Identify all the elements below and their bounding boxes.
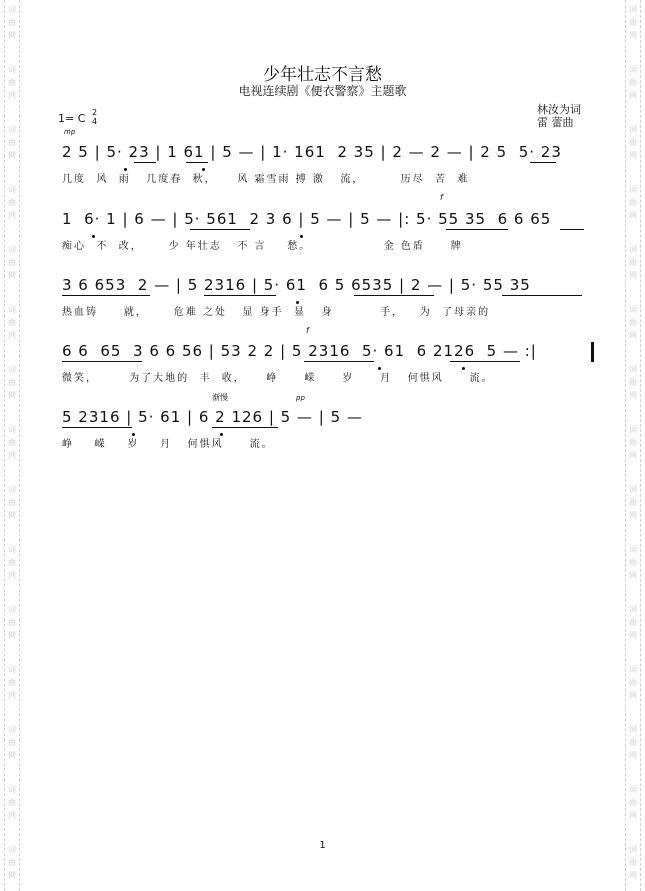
watermark-char: 词 bbox=[8, 725, 16, 734]
watermark-char: 网 bbox=[629, 751, 637, 760]
low-octave-dot bbox=[124, 168, 127, 171]
watermark-char: 网 bbox=[8, 31, 16, 40]
dynamic-pp-row-5: pp bbox=[296, 394, 305, 402]
watermark-char: 网 bbox=[8, 871, 16, 880]
composer-credit: 雷 蕾曲 bbox=[537, 116, 574, 129]
watermark-char: 网 bbox=[8, 91, 16, 100]
notation-row-5: 5 2316 | 5· 61 | 6 2 126 | 5 — | 5 — bbox=[62, 408, 363, 426]
dynamic-f-row-2: f bbox=[440, 193, 443, 202]
watermark-char: 网 bbox=[8, 211, 16, 220]
left-margin-watermark bbox=[4, 0, 20, 891]
watermark-char: 网 bbox=[629, 151, 637, 160]
watermark-char: 词 bbox=[8, 425, 16, 434]
watermark-char: 词 bbox=[629, 785, 637, 794]
duration-underline bbox=[354, 295, 434, 296]
key-signature: 1= C bbox=[58, 112, 86, 125]
notation-row-1: 2 5 | 5· 23 | 1 61 | 5 — | 1· 161 2 35 | 2 — 2 — | 2 5 5· 23 bbox=[62, 143, 562, 161]
watermark-char: 曲 bbox=[8, 438, 16, 447]
duration-underline bbox=[134, 162, 156, 163]
time-signature-bottom: 4 bbox=[92, 117, 98, 126]
watermark-char: 曲 bbox=[629, 378, 637, 387]
watermark-char: 曲 bbox=[8, 18, 16, 27]
lyrics-row-2: 痴心 不 改， 少 年壮志 不 言 愁。 金 色盾 牌 bbox=[62, 241, 463, 252]
watermark-char: 曲 bbox=[8, 198, 16, 207]
lyrics-row-4: 微笑， 为了大地的 丰 收， 峥 嵘 岁 月 何惧风 流。 bbox=[62, 373, 494, 384]
watermark-char: 网 bbox=[629, 811, 637, 820]
watermark-char: 词 bbox=[629, 485, 637, 494]
watermark-char: 曲 bbox=[629, 558, 637, 567]
watermark-char: 词 bbox=[629, 545, 637, 554]
watermark-char: 词 bbox=[629, 245, 637, 254]
watermark-char: 曲 bbox=[8, 258, 16, 267]
watermark-char: 曲 bbox=[629, 798, 637, 807]
notation-row-3: 3 6 653 2 — | 5 2316 | 5· 61 6 5 6535 | 2 — | 5· 55 35 bbox=[62, 276, 531, 294]
watermark-char: 词 bbox=[8, 5, 16, 14]
dynamic-mark-start: mp bbox=[64, 128, 76, 136]
watermark-char: 词 bbox=[629, 185, 637, 194]
watermark-char: 曲 bbox=[8, 138, 16, 147]
duration-underline bbox=[450, 361, 520, 362]
watermark-char: 曲 bbox=[8, 318, 16, 327]
watermark-char: 曲 bbox=[8, 858, 16, 867]
duration-underline bbox=[204, 295, 276, 296]
watermark-char: 词 bbox=[629, 305, 637, 314]
low-octave-dot bbox=[220, 433, 223, 436]
watermark-char: 曲 bbox=[629, 738, 637, 747]
watermark-char: 网 bbox=[8, 751, 16, 760]
watermark-char: 网 bbox=[629, 271, 637, 280]
watermark-char: 词 bbox=[629, 605, 637, 614]
watermark-char: 词 bbox=[629, 725, 637, 734]
lyrics-row-3: 热血铸 就， 危难 之处 显 身手 显 身 手， 为 了母亲的 bbox=[62, 307, 491, 318]
low-octave-dot bbox=[300, 235, 303, 238]
watermark-char: 网 bbox=[629, 211, 637, 220]
watermark-char: 曲 bbox=[8, 738, 16, 747]
song-subtitle: 电视连续剧《便衣警察》主题歌 bbox=[238, 84, 407, 98]
watermark-char: 曲 bbox=[8, 378, 16, 387]
watermark-char: 网 bbox=[8, 811, 16, 820]
time-signature bbox=[92, 108, 97, 126]
watermark-char: 词 bbox=[8, 365, 16, 374]
right-margin-watermark bbox=[625, 0, 641, 891]
duration-underline bbox=[502, 295, 582, 296]
watermark-char: 网 bbox=[629, 91, 637, 100]
watermark-char: 曲 bbox=[8, 678, 16, 687]
watermark-char: 词 bbox=[629, 365, 637, 374]
watermark-char: 词 bbox=[8, 245, 16, 254]
slow-down-marking: 渐慢 bbox=[212, 393, 228, 402]
watermark-char: 词 bbox=[8, 485, 16, 494]
watermark-char: 词 bbox=[629, 665, 637, 674]
watermark-char: 网 bbox=[629, 451, 637, 460]
watermark-char: 词 bbox=[8, 185, 16, 194]
watermark-char: 网 bbox=[629, 871, 637, 880]
watermark-char: 曲 bbox=[629, 678, 637, 687]
watermark-char: 曲 bbox=[8, 618, 16, 627]
watermark-char: 网 bbox=[629, 331, 637, 340]
watermark-char: 网 bbox=[629, 631, 637, 640]
dynamic-f-row-4: f bbox=[306, 326, 309, 335]
watermark-char: 词 bbox=[629, 125, 637, 134]
watermark-char: 网 bbox=[629, 691, 637, 700]
lyricist-credit: 林汝为词 bbox=[537, 103, 581, 116]
watermark-char: 网 bbox=[8, 631, 16, 640]
watermark-char: 曲 bbox=[8, 798, 16, 807]
duration-underline bbox=[304, 361, 374, 362]
watermark-char: 词 bbox=[8, 125, 16, 134]
song-title: 少年壮志不言愁 bbox=[263, 65, 382, 85]
duration-underline bbox=[62, 295, 150, 296]
watermark-char: 词 bbox=[629, 5, 637, 14]
watermark-char: 网 bbox=[8, 271, 16, 280]
notation-row-2: 1 6· 1 | 6 — | 5· 561 2 3 6 | 5 — | 5 — |: 5· 55 35 6 6 65 bbox=[62, 210, 552, 228]
watermark-char: 词 bbox=[629, 65, 637, 74]
watermark-char: 曲 bbox=[629, 258, 637, 267]
low-octave-dot bbox=[462, 367, 465, 370]
repeat-end-barline bbox=[591, 342, 594, 362]
watermark-char: 曲 bbox=[629, 618, 637, 627]
watermark-char: 网 bbox=[8, 331, 16, 340]
watermark-char: 网 bbox=[8, 391, 16, 400]
watermark-char: 曲 bbox=[8, 498, 16, 507]
watermark-char: 词 bbox=[8, 785, 16, 794]
watermark-char: 词 bbox=[8, 845, 16, 854]
low-octave-dot bbox=[296, 301, 299, 304]
duration-underline bbox=[212, 427, 278, 428]
watermark-char: 网 bbox=[629, 571, 637, 580]
page-number: 1 bbox=[319, 840, 326, 851]
watermark-char: 网 bbox=[8, 511, 16, 520]
watermark-char: 词 bbox=[8, 605, 16, 614]
watermark-char: 曲 bbox=[629, 78, 637, 87]
watermark-char: 网 bbox=[8, 151, 16, 160]
watermark-char: 网 bbox=[8, 451, 16, 460]
watermark-char: 词 bbox=[629, 845, 637, 854]
duration-underline bbox=[560, 229, 584, 230]
watermark-char: 词 bbox=[8, 305, 16, 314]
watermark-char: 曲 bbox=[629, 318, 637, 327]
duration-underline bbox=[62, 427, 132, 428]
watermark-char: 曲 bbox=[629, 138, 637, 147]
low-octave-dot bbox=[202, 168, 205, 171]
duration-underline bbox=[530, 162, 556, 163]
duration-underline bbox=[186, 162, 208, 163]
watermark-char: 网 bbox=[8, 691, 16, 700]
watermark-char: 网 bbox=[629, 31, 637, 40]
watermark-char: 曲 bbox=[8, 558, 16, 567]
watermark-char: 网 bbox=[629, 391, 637, 400]
time-signature-top: 2 bbox=[92, 108, 98, 117]
duration-underline bbox=[446, 229, 508, 230]
watermark-char: 曲 bbox=[629, 438, 637, 447]
lyrics-row-5: 峥 嵘 岁 月 何惧风 流。 bbox=[62, 439, 274, 450]
watermark-char: 曲 bbox=[629, 198, 637, 207]
notation-row-4: 6 6 65 3 6 6 56 | 53 2 2 | 5 2316 5· 61 6 2126 5 — :| bbox=[62, 342, 537, 360]
duration-underline bbox=[190, 229, 250, 230]
low-octave-dot bbox=[92, 235, 95, 238]
watermark-char: 曲 bbox=[629, 18, 637, 27]
watermark-char: 词 bbox=[8, 65, 16, 74]
low-octave-dot bbox=[378, 367, 381, 370]
duration-underline bbox=[62, 361, 142, 362]
low-octave-dot bbox=[132, 433, 135, 436]
watermark-char: 曲 bbox=[8, 78, 16, 87]
watermark-char: 词 bbox=[629, 425, 637, 434]
watermark-char: 曲 bbox=[629, 498, 637, 507]
watermark-char: 曲 bbox=[629, 858, 637, 867]
watermark-char: 词 bbox=[8, 665, 16, 674]
watermark-char: 网 bbox=[8, 571, 16, 580]
lyrics-row-1: 几度 风 雨 几度春 秋， 风 霜雪雨 搏 激 流， 历尽 苦 难 bbox=[62, 174, 470, 185]
watermark-char: 词 bbox=[8, 545, 16, 554]
watermark-char: 网 bbox=[629, 511, 637, 520]
